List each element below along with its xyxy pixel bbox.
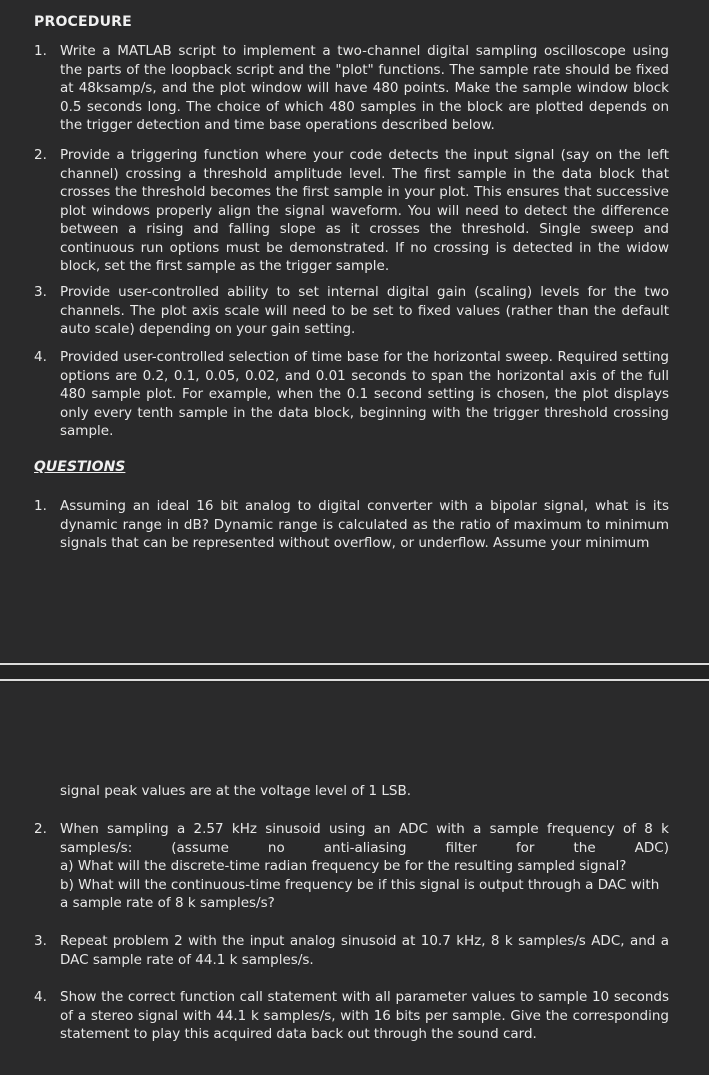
procedure-heading: PROCEDURE — [34, 14, 132, 30]
item-text: Provide user-controlled ability to set internal digital gain (scaling) levels for the two channels. The plot axis scale will need to be set to fixed values (rather than the default auto scale) depending on your gain setting. — [60, 284, 669, 337]
item-number: 4. — [34, 989, 47, 1005]
item-number: 1. — [34, 43, 47, 59]
item-text: Show the correct function call statement with all parameter values to sample 10 seconds of a stereo signal with 44.1 k samples/s, with 16 bits per sample. Give the corresponding statement to play this acquired data back out through the sound card. — [60, 989, 669, 1042]
item-text: When sampling a 2.57 kHz sinusoid using an ADC with a sample frequency of 8 k samples/s: (assume no anti-aliasing filter for the ADC) — [60, 821, 669, 856]
item-text: Write a MATLAB script to implement a two-channel digital sampling oscilloscope using the parts of the loopback script and the "plot" functions. The sample rate should be fixed at 48ksamp/s, and the plot window will have 480 points. Make the sample window block 0.5 seconds long. The choice of which 480 samples in the block are plotted depends on the trigger detection and time base operations described below. — [60, 43, 669, 133]
page-gap — [0, 665, 709, 679]
item-number: 4. — [34, 349, 47, 365]
item-text: Provided user-controlled selection of time base for the horizontal sweep. Required setting options are 0.2, 0.1, 0.05, 0.02, and 0.01 seconds to span the horizontal axis of the full 480 sample plot. For example, when the 0.1 second setting is chosen, the plot displays only every tenth sample in the data block, beginning with the trigger threshold crossing sample. — [60, 349, 669, 439]
item-text-block — [60, 820, 669, 913]
item-number: 3. — [34, 284, 47, 300]
item-subline: a) What will the discrete-time radian frequency be for the resulting sampled signal? — [60, 858, 627, 874]
item-number: 1. — [34, 498, 47, 514]
item-text: Assuming an ideal 16 bit analog to digital converter with a bipolar signal, what is its dynamic range in dB? Dynamic range is calculated as the ratio of maximum to minimum signals that can be represented without overflow, or underflow. Assume your minimum — [60, 498, 669, 551]
document-page-2 — [0, 683, 709, 1075]
item-text: Repeat problem 2 with the input analog sinusoid at 10.7 kHz, 8 k samples/s ADC, and a DAC sample rate of 44.1 k samples/s. — [60, 933, 669, 968]
item-number: 2. — [34, 147, 47, 163]
questions-heading: QUESTIONS — [34, 459, 126, 475]
item-text: signal peak values are at the voltage level of 1 LSB. — [60, 783, 412, 799]
page-divider — [0, 679, 709, 681]
item-text: Provide a triggering function where your code detects the input signal (say on the left channel) crossing a threshold amplitude level. The first sample in the data block that crosses the threshold becomes the first sample in your plot. This ensures that successive plot windows properly align the signal waveform. You will need to detect the difference between a rising and falling slope as it crosses the threshold. Single sweep and continuous run options must be demonstrated. If no crossing is detected in the widow block, set the first sample as the trigger sample. — [60, 147, 669, 274]
item-number: 3. — [34, 933, 47, 949]
item-subline: b) What will the continuous-time frequency be if this signal is output through a DAC with a sample rate of 8 k samples/s? — [60, 876, 660, 911]
item-number: 2. — [34, 821, 47, 837]
